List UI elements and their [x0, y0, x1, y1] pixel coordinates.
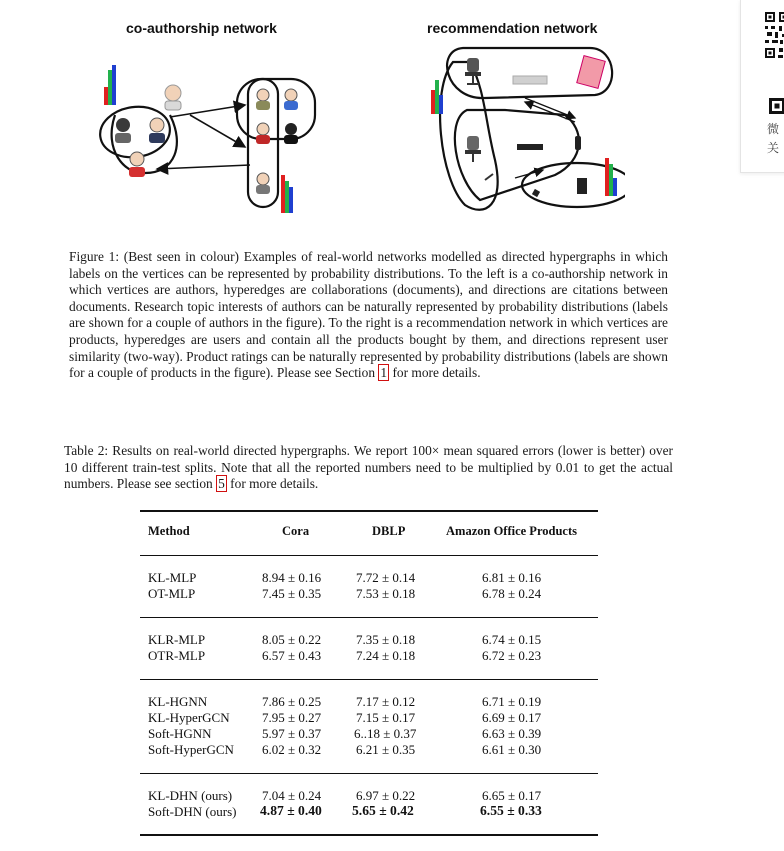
row-cora: 6.57 ± 0.43	[262, 648, 322, 663]
row-dblp: 6.97 ± 0.22	[356, 788, 416, 803]
row-cora: 7.95 ± 0.27	[262, 710, 322, 725]
row-method: KL-HGNN	[148, 694, 208, 709]
group-rule	[140, 679, 598, 680]
author-icon-2	[149, 118, 165, 143]
row-dblp: 7.53 ± 0.18	[356, 586, 416, 601]
row-amazon: 6.69 ± 0.17	[482, 710, 542, 725]
qr-share-widget[interactable]	[740, 0, 784, 173]
row-method: KL-MLP	[148, 570, 197, 585]
row-method: OT-MLP	[148, 586, 196, 601]
qr-caption-line-2: 关	[767, 141, 780, 155]
table-caption	[64, 443, 673, 493]
row-amazon-best: 6.55 ± 0.33	[480, 803, 542, 818]
printer-product-icon	[577, 178, 587, 194]
row-dblp: 7.72 ± 0.14	[356, 570, 416, 585]
author-label-distribution-2	[281, 175, 293, 213]
header-method: Method	[148, 524, 190, 538]
section-reference-link-2[interactable]: 5	[218, 476, 225, 492]
group-rule	[140, 617, 598, 618]
row-method: Soft-DHN (ours)	[148, 804, 237, 819]
author-icon-8	[256, 173, 270, 194]
header-dblp: DBLP	[372, 524, 406, 538]
row-cora: 5.97 ± 0.37	[262, 726, 322, 741]
row-dblp-best: 5.65 ± 0.42	[352, 803, 414, 818]
row-amazon: 6.63 ± 0.39	[482, 726, 542, 741]
stapler-product-icon	[517, 144, 543, 150]
author-label-distribution	[104, 65, 116, 105]
row-amazon: 6.65 ± 0.17	[482, 788, 542, 803]
chair-product-icon-2	[465, 136, 481, 162]
pen-product-icon	[485, 174, 493, 180]
row-amazon: 6.74 ± 0.15	[482, 632, 542, 647]
row-method: KLR-MLP	[148, 632, 206, 647]
author-icon-7	[284, 123, 298, 144]
table-caption-text: Table 2: Results on real-world directed hypergraphs. We report 100× mean squared errors (lower is better) over 10 different train-test splits. Note that all the reported numbers need to be multiplied by 0.01 to get the actual numbers. Please see section	[64, 443, 673, 492]
row-amazon: 6.61 ± 0.30	[482, 742, 542, 757]
row-dblp: 7.35 ± 0.18	[356, 632, 416, 647]
citation-arrow-3	[157, 165, 250, 169]
header-amazon: Amazon Office Products	[446, 524, 577, 538]
notebook-product-icon	[577, 56, 605, 89]
header-cora: Cora	[282, 524, 310, 538]
table-caption-tail: for more details.	[226, 476, 319, 492]
qr-code-icon[interactable]	[765, 12, 784, 116]
table-top-rule	[140, 510, 598, 512]
coauthorship-network-diagram	[95, 55, 325, 215]
recommendation-network-title: recommendation network	[427, 20, 598, 36]
tape-product-icon	[532, 189, 540, 197]
figure-caption-text: Figure 1: (Best seen in colour) Examples of real-world networks modelled as directed hypergraphs in which labels on the vertices can be represented by probability distributions. To the left is a co-authorship network in which vertices are authors, hyperedges are collaborations (documents), and directions are citations between documents. Research topic interests of authors can be naturally represented by probability distributions (labels are shown for a couple of authors in the figure). To the right is a recommendation network in which vertices are products, hyperedges are users and contain all the products bought by them, and directions represent user similarity (two-way). Product ratings can be naturally represented by probability distributions (labels are shown for a couple of products in the figure). Please see Section	[69, 249, 668, 381]
row-amazon: 6.78 ± 0.24	[482, 586, 542, 601]
author-icon-3	[129, 152, 145, 177]
row-cora: 7.45 ± 0.35	[262, 586, 322, 601]
author-icon-6	[256, 123, 270, 144]
author-icon-1	[115, 118, 131, 143]
recommendation-network-diagram	[425, 40, 625, 218]
product-rating-distribution-2	[605, 158, 617, 196]
row-method: Soft-HGNN	[148, 726, 212, 741]
row-amazon: 6.72 ± 0.23	[482, 648, 542, 663]
section-reference-link[interactable]: 1	[380, 365, 388, 381]
row-amazon: 6.81 ± 0.16	[482, 570, 542, 585]
row-dblp: 7.17 ± 0.12	[356, 694, 416, 709]
figure-caption-tail: for more details.	[389, 365, 481, 381]
row-dblp: 6..18 ± 0.37	[354, 726, 417, 741]
row-dblp: 6.21 ± 0.35	[356, 742, 416, 757]
author-icon-5	[284, 89, 298, 110]
table-header-rule	[140, 555, 598, 556]
similarity-arrow	[525, 98, 575, 118]
figure-caption	[69, 249, 668, 382]
row-cora: 8.94 ± 0.16	[262, 570, 322, 585]
row-method: Soft-HyperGCN	[148, 742, 234, 757]
coauthorship-network-title: co-authorship network	[126, 20, 277, 36]
row-dblp: 7.24 ± 0.18	[356, 648, 416, 663]
similarity-arrow-3	[515, 170, 543, 178]
keyboard-product-icon	[513, 76, 547, 84]
row-cora: 7.04 ± 0.24	[262, 788, 322, 803]
mouse-product-icon	[575, 136, 581, 150]
row-cora: 8.05 ± 0.22	[262, 632, 322, 647]
row-amazon: 6.71 ± 0.19	[482, 694, 542, 709]
author-icon-4	[256, 89, 270, 110]
row-cora: 7.86 ± 0.25	[262, 694, 322, 709]
row-dblp: 7.15 ± 0.17	[356, 710, 416, 725]
qr-caption-line-1: 微	[767, 122, 780, 136]
table-bottom-rule	[140, 834, 598, 836]
author-icon	[165, 85, 181, 110]
row-method: OTR-MLP	[148, 648, 206, 663]
row-cora-best: 4.87 ± 0.40	[260, 803, 322, 818]
row-cora: 6.02 ± 0.32	[262, 742, 322, 757]
row-method: KL-DHN (ours)	[148, 788, 233, 803]
row-method: KL-HyperGCN	[148, 710, 230, 725]
group-rule	[140, 773, 598, 774]
product-rating-distribution	[431, 80, 443, 114]
